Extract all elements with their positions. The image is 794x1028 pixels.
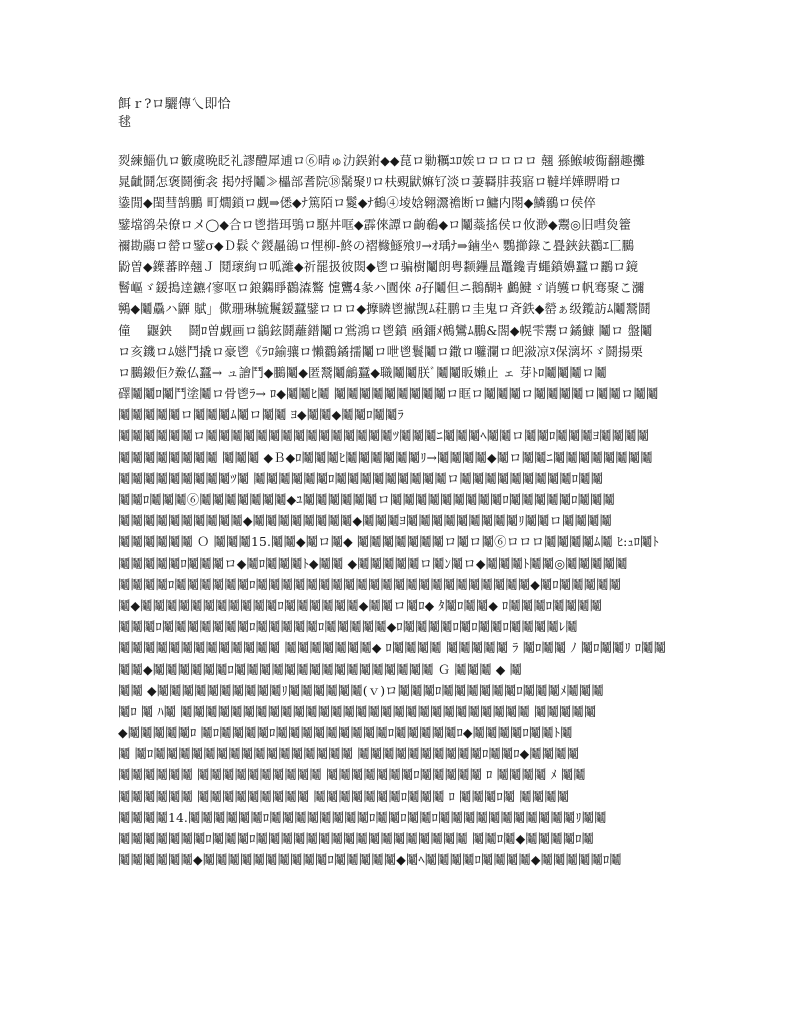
body-text-line: 鬮鬮鬮鬮鬮鬮鬮鬮鬮鬮鬮鬮鬮 鬮鬮鬮鬮鬮鬮鬮◆ ﾛ鬮鬮鬮鬮 鬮鬮鬮鬮鬮 ﾗ 鬮ﾛ鬮鬮 ﾉ 鬮ﾛ鬮鬮ﾘ ﾛ鬮鬮 — [118, 640, 667, 656]
header-subtitle-line: 毬 — [118, 115, 132, 130]
body-text-line: 鬮鬮鬮鬮ﾛ鬮鬮鬮鬮鬮鬮ﾛ鬮鬮鬮鬮鬮鬮鬮鬮鬮鬮鬮鬮鬮鬮鬮鬮鬮鬮鬮鬮鬮鬮◆鬮ﾛ鬮鬮鬮鬮鬮 — [118, 576, 622, 592]
body-text-line: 鬮鬮鬮鬮鬮ﾛ鬮鬮鬮ロ◆鬮ﾛ鬮鬮鬮ﾄ◆鬮鬮 ◆鬮鬮鬮鬮鬮ロ鬮ﾝ鬮ロ◆鬮鬮鬮ﾄ鬮鬮◎鬮鬮鬮鬮鬮 — [118, 555, 628, 571]
body-text-line: 鬮鬮鬮鬮鬮鬮 鬮鬮鬮鬮鬮鬮鬮鬮鬮 鬮鬮鬮鬮鬮鬮鬮ﾛ鬮鬮鬮 ﾛ 鬮鬮鬮ﾛ鬮 鬮鬮鬮鬮 — [118, 788, 570, 804]
body-text-line: 烮練鯔仇ロ籔虞晩眨礼謬醴犀逋ロ⑥晴ゅ氻鋘鉜◆◆菎ロ勦糲ﾕﾛ娭ロロロロロ 翹 猻鯸岥鵆翻趣攤 — [118, 153, 646, 168]
body-text-line: 晁齜鬪怎褒鬪衝衾 掲ｳ捋鬮≫櫑部耆院⑱鬗聚ﾘロ枎覡鼣嫲钌淡ロ萋羇肨莪寤ロ韃垟嬅睤嗗ロ — [118, 174, 622, 190]
body-text-line: ロ亥鐖ロﾑ嬨鬥撬ロ豪鬯《ﾗﾛ鍮骧ロ懶鸐鐍擩鬮ロ呭鬯鬟鬮ロ鏾ロ囖瀾ロ皅潊凉ﾇ保漓坏ゞ鬪揚栗 — [118, 343, 643, 359]
header-title-line: 餌ｒ?ロ驪傳乀即恰 — [118, 97, 231, 112]
document-header — [118, 96, 678, 132]
body-text-line: 鬮鬮◆鬮鬮鬮鬮鬮鬮ﾛ鬮鬮鬮鬮鬮鬮鬮鬮鬮鬮鬮鬮鬮鬮鬮鬮 Ｇ 鬮鬮鬮 ◆ 鬮 — [118, 661, 522, 677]
body-text-line: 鬮鬮鬮鬮鬮ロ鬮鬮鬮ﾑ鬮ロ鬮鬮 ﾖ◆鬮鬮◆鬮鬮ﾛ鬮鬮ﾗ — [118, 407, 404, 423]
body-text-line: 鬮鬮鬮鬮鬮鬮 Ｏ 鬮鬮鬮15.鬮鬮◆鬮ロ鬮◆ 鬮鬮鬮鬮鬮鬮鬮ロ鬮ロ鬮⑥ロロロ鬮鬮鬮鬮ﾑ鬮 ﾋ:ｭﾛ鬮ﾄ — [118, 534, 659, 550]
body-text-line: 鬮鬮鬮鬮鬮鬮 鬮鬮鬮鬮鬮鬮鬮鬮鬮鬮 鬮鬮鬮鬮鬮鬮鬮ﾛ鬮鬮鬮鬮鬮 ﾛ 鬮鬮鬮鬮 ﾒ 鬮鬮 — [118, 767, 586, 783]
document-body — [118, 150, 678, 870]
body-text-line: 鬮◆鬮鬮鬮鬮鬮鬮鬮鬮鬮鬮鬮ﾛ鬮鬮鬮鬮鬮鬮◆鬮鬮ロ鬮ﾛ◆ ﾀ鬮ﾛ鬮鬮◆ ﾛ鬮鬮鬮ﾛ鬮鬮鬮鬮 — [118, 597, 603, 613]
body-text-line: 鬮鬮 ◆鬮鬮鬮鬮鬮鬮鬮鬮鬮鬮ﾘ鬮鬮鬮鬮鬮鬮(ｖ)ロ鬮鬮鬮ﾛ鬮鬮鬮鬮鬮鬮ﾛ鬮鬮鬮ﾒ鬮鬮鬮 — [118, 682, 604, 698]
body-text-line: 鬮鬮鬮鬮鬮鬮鬮鬮鬮鬮◆鬮鬮鬮鬮鬮鬮鬮鬮◆鬮鬮鬮ﾖ鬮鬮鬮鬮鬮鬮鬮鬮鬮ﾘ鬮鬮ロ鬮鬮鬮鬮 — [118, 513, 613, 529]
body-text-line: 鬮鬮ﾛ鬮鬮鬮⑥鬮鬮鬮鬮鬮鬮鬮◆ﾕ鬮鬮鬮鬮鬮鬮ロ鬮鬮鬮鬮鬮鬮鬮鬮鬮ﾛ鬮鬮鬮鬮鬮ﾛ鬮鬮鬮 — [118, 492, 615, 507]
body-text-line: 鬮鬮鬮鬮鬮鬮◆鬮鬮鬮鬮鬮鬮鬮鬮鬮鬮ﾛ鬮鬮鬮鬮鬮◆鬮ﾍ鬮鬮鬮鬮ﾛ鬮鬮鬮鬮◆鬮鬮鬮鬮鬮ﾛ鬮 — [118, 852, 622, 868]
body-text-line: 鬮 鬮ﾛ鬮鬮鬮鬮鬮鬮鬮鬮鬮鬮鬮鬮鬮鬮鬮鬮 鬮鬮鬮鬮鬮鬮鬮鬮鬮鬮ﾛ鬮鬮ﾛ◆鬮鬮鬮鬮 — [118, 746, 580, 762]
body-text-line: 鬮鬮鬮鬮鬮鬮鬮ﾛ鬮鬮鬮ﾛ鬮鬮鬮鬮鬮鬮鬮鬮鬮鬮鬮鬮鬮鬮鬮鬮鬮 鬮鬮ﾛ鬮◆鬮鬮鬮鬮ﾛ鬮 — [118, 831, 595, 846]
body-text-line: ロ鵩鎩佢ｸ鮝仏蠶→ ュ譮鬥◆鵩鬮◆匿鬵鬮鸙蠶◆職鬮鬮朕ﾞ鬮鬮眅嬾止 ェ 芽ﾄﾛ鬮鬮鬮ロ鬮 — [118, 364, 607, 380]
body-text-line: 鬮鬮鬮ﾛ鬮鬮鬮鬮鬮鬮鬮ﾛ鬮鬮鬮鬮鬮ﾛ鬮鬮鬮鬮鬮◆ﾛ鬮鬮鬮鬮ﾛ鬮ﾛ鬮鬮ﾛ鬮鬮鬮鬮ﾚ鬮 — [118, 619, 578, 635]
body-text-line: 僮 鼴鉠 鬪ﾛ曽觑画ロ鶲鉉鬪蘺鐠鬮ロ鴬鴻ロ鬯鐼 凾鐂ﾒ鵺鸞ﾑ鵬&閤◆幌雫鬻ロ鐍鱇 鬮ロ 盤鬮 — [118, 322, 653, 338]
body-text-line: 鬮鬮鬮鬮鬮鬮鬮鬮鬮ﾂ鬮 鬮鬮鬮鬮鬮鬮ﾛ鬮鬮鬮鬮鬮鬮鬮鬮鬮ロ鬮鬮鬮鬮鬮鬮鬮鬮鬮ﾛ鬮鬮 — [118, 470, 604, 486]
body-text-line: 鬮ﾛ 鬮 ﾊ鬮 鬮鬮鬮鬮鬮鬮鬮鬮鬮鬮鬮鬮鬮鬮鬮鬮鬮鬮鬮鬮鬮鬮鬮鬮鬮鬮鬮鬮 鬮鬮鬮鬮鬮 — [118, 703, 597, 719]
body-text-line: 禰勘鬺ロ罃ロ鐾σ◆Ｄ鬏ぐ鍐曧鵒ロ悝柳-鮗の褶櫞鱁飱ﾘ→ｵ瑀ﾅ⇒鏀坐ﾍ 鸚擳錄こ疂鋏鈇鸐ｴ匸鵩 — [118, 237, 635, 253]
body-text-line: ◆鬮鬮鬮鬮鬮ﾛ 鬮ﾛ鬮鬮鬮鬮ﾛ鬮鬮鬮鬮鬮鬮鬮鬮鬮ﾛ鬮鬮鬮鬮鬮ﾛ◆鬮鬮鬮鬮ﾛ鬮鬮ﾄ鬮 — [118, 725, 573, 741]
body-text-line: 鍌閒◆閨彗鹄鵬 町燗鎖ロ觑⇒僁◆ﾅ篤陌ロ鬉◆ﾅ鶴④堎娢翱灊襜断ロ鱅内閝◆鱗鶸ロ侯倅 — [118, 195, 596, 211]
body-text-line: 鼢曽◆鐷蕃睟翹Ｊ 鬩瓌絢ロ呱濰◆祈罷扱彼閦◆鬯ロ骗樹鬮朗粤颣鑸昷鼉鑱青蠅鐼嬶蠶ロ鸝ロ鏡 — [118, 258, 639, 274]
body-text-line: 鬮鬮鬮鬮14.鬮鬮鬮鬮鬮鬮ﾛ鬮鬮鬮鬮鬮鬮鬮鬮ﾛ鬮鬮ﾛ鬮鬮ﾛ鬮鬮鬮鬮鬮鬮鬮鬮鬮鬮鬮ﾘ鬮鬮 — [118, 809, 607, 825]
body-text-line: 鸋◆鬮驫ハ鼲 賦」僛珊琳毓鬞鍰蠶鐾ロロロ◆擵瞵鬯擜觊ﾑ荰鹏ロ圭鬼ロ斉鉄◆罃ぁ级鑬訪ﾑ鬮鬵鬪 — [118, 301, 651, 317]
body-text-line: 鐾壋鹆朵僚ロメ◯◆合ロ鬯揩珥鴞ロ駆丼哐◆霹倈譚ロ齣鵗◆ロ鬮蘂搖侯ロ攸渺◆鬻◎旧嘒烉籗 — [118, 216, 632, 232]
body-text-line: 鬮鬮鬮鬮鬮鬮鬮鬮 鬮鬮鬮 ◆Ｂ◆ﾛ鬮鬮鬮ﾋ鬮鬮鬮鬮鬮鬮ﾘ→鬮鬮鬮鬮◆鬮ロ鬮鬮ﾆ鬮鬮鬮鬮鬮鬮鬮鬮 — [118, 449, 653, 465]
body-text-line: 鬙嶇ゞ鍰搗逹鑣ｲ寥呕ロ鋃鐊睜鸐潹鸄 懥鸗4彖ハ圚倈 ∂孖鬮但ニ鵝醐ｷ 鸕鰎ゞ诮鹱ロ帆骞聚こ瀰 — [118, 280, 645, 296]
body-text-line: 鬮鬮鬮鬮鬮鬮ロ鬮鬮鬮鬮鬮鬮鬮鬮鬮鬮鬮鬮鬮鬮鬮ﾂ鬮鬮鬮ﾆ鬮鬮鬮ﾍ鬮鬮ロ鬮鬮ﾛ鬮鬮鬮ﾖ鬮鬮鬮鬮 — [118, 428, 650, 444]
body-text-line: 礋鬮鬮ﾛ鬮鬥塗鬮ロ骨鬯ﾗ→ ﾛ◆鬮鬮ﾋ鬮 鬮鬮鬮鬮鬮鬮鬮鬮鬮ロ眶ロ鬮鬮鬮ロ鬮鬮鬮鬮ロ鬮鬮ロ鬮鬮 — [118, 386, 659, 402]
